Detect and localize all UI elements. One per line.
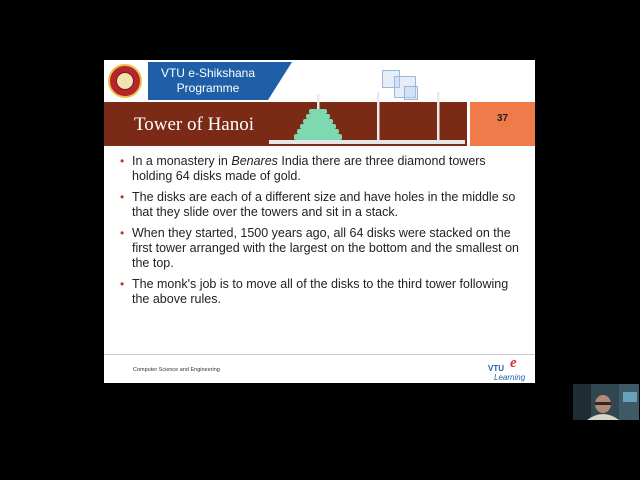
vtu-elearning-logo	[488, 355, 530, 382]
university-seal-icon	[108, 64, 142, 98]
tower-peg-3	[437, 92, 440, 140]
banner-line1: VTU e-Shikshana	[160, 66, 256, 80]
footer-department: Computer Science and Engineering	[133, 367, 220, 373]
slide	[104, 60, 535, 383]
seal-center	[116, 72, 134, 90]
bullet-icon: •	[120, 154, 125, 168]
bullet-text-tail: India there are three diamond towers holding 64 disks made of gold.	[132, 154, 486, 183]
tower-of-hanoi-illustration	[269, 90, 469, 146]
logo-e-text: e	[510, 355, 517, 371]
bullet-text: When they started, 1500 years ago, all 64 disks were stacked on the first tower arranged with the largest on the bottom and the smallest on the top.	[132, 226, 520, 270]
banner-line2: Programme	[176, 81, 240, 95]
logo-learning-text: Learning	[494, 373, 526, 382]
disk	[294, 134, 342, 140]
disk	[303, 119, 333, 124]
page-number: 37	[470, 102, 535, 146]
bullet-text: In a monastery in	[132, 154, 232, 168]
disk	[306, 114, 330, 119]
bullet-item	[120, 226, 520, 271]
bullet-icon: •	[120, 277, 125, 291]
logo-vtu-text: VTU	[488, 364, 504, 373]
footer-divider	[104, 354, 535, 355]
bullet-emphasis: Benares	[231, 154, 278, 168]
slide-title: Tower of Hanoi	[134, 114, 255, 135]
disk	[300, 124, 336, 129]
presenter-webcam	[573, 384, 639, 420]
slide-content	[120, 154, 520, 313]
bullet-item	[120, 277, 520, 307]
bullet-icon: •	[120, 226, 125, 240]
bullet-item	[120, 154, 520, 184]
disk	[297, 129, 339, 134]
tower-base	[269, 140, 465, 144]
webcam-feed	[573, 384, 639, 420]
bullet-icon: •	[120, 190, 125, 204]
programme-banner	[148, 62, 268, 100]
bullet-text: The monk's job is to move all of the disks to the third tower following the above rules.	[132, 277, 509, 306]
tower-peg-2	[377, 92, 380, 140]
bullet-item	[120, 190, 520, 220]
bullet-text: The disks are each of a different size and have holes in the middle so that they slide over the towers and sit in a stack.	[132, 190, 516, 219]
disk	[309, 109, 327, 114]
